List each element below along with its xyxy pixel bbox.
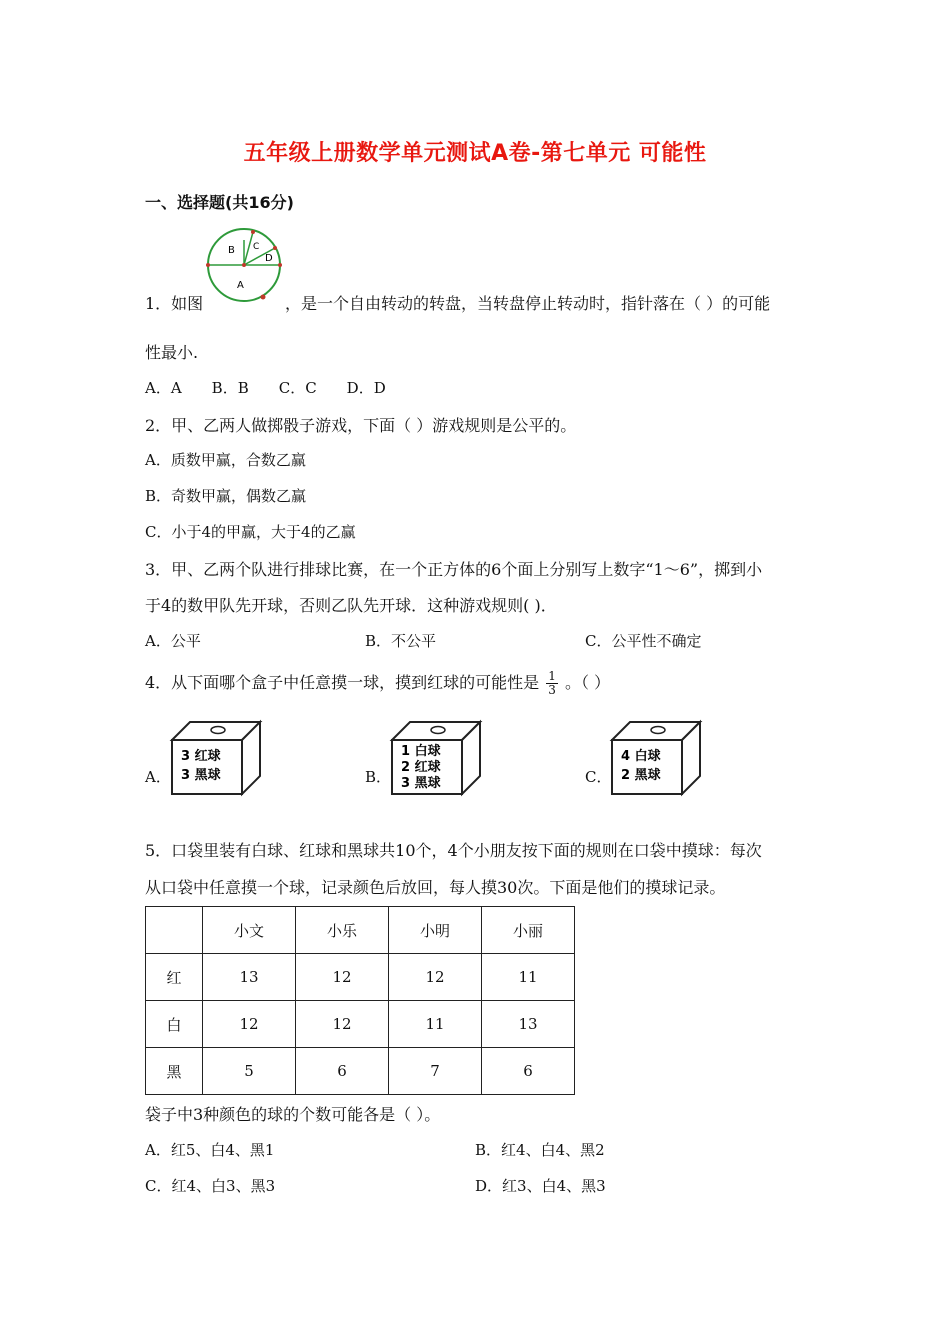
- q5-option-d: D．红3、白4、黑3: [475, 1177, 606, 1195]
- spinner-label-d: D: [265, 253, 273, 264]
- q5-line1: 5．口袋里装有白球、红球和黑球共10个，4个小朋友按下面的规则在口袋中摸球：每次: [145, 841, 762, 860]
- box-c-line2: 2 黑球: [621, 768, 661, 783]
- spinner-label-b: B: [228, 245, 235, 256]
- table-cell: 11: [482, 954, 575, 1001]
- box-b-line2: 2 红球: [401, 760, 441, 775]
- q4-text-before: 4．从下面哪个盒子中任意摸一球，摸到红球的可能性是: [145, 673, 540, 692]
- q4-option-c-label: C．: [585, 768, 612, 786]
- q3-option-c: C．公平性不确定: [585, 632, 702, 650]
- box-a-figure: [168, 718, 264, 798]
- page-title: 五年级上册数学单元测试A卷-第七单元 可能性: [243, 141, 707, 166]
- table-cell: 6: [296, 1048, 389, 1095]
- q4-frac-numerator: 1: [548, 669, 556, 683]
- q5-option-a: A．红5、白4、黑1: [145, 1141, 275, 1159]
- spinner-label-c: C: [253, 242, 260, 252]
- spinner-label-a: A: [237, 280, 244, 291]
- q4-frac-denominator: 3: [548, 683, 556, 697]
- table-cell: 11: [389, 1001, 482, 1048]
- box-c-line1: 4 白球: [621, 749, 661, 764]
- box-a-line1: 3 红球: [181, 749, 221, 764]
- q4-option-a-label: A．: [145, 768, 171, 786]
- table-cell: 7: [389, 1048, 482, 1095]
- table-row: [146, 1001, 575, 1048]
- q3-line1: 3．甲、乙两个队进行排球比赛，在一个正方体的6个面上分别写上数字“1～6”，掷到小: [145, 560, 763, 579]
- table-cell: 白: [146, 1001, 203, 1048]
- q1-suffix: ，是一个自由转动的转盘，当转盘停止转动时，指针落在（ ）的可能: [285, 294, 771, 313]
- table-cell: 12: [296, 1001, 389, 1048]
- table-header-row: [146, 907, 575, 954]
- box-b-figure: [388, 718, 484, 798]
- record-table: [145, 906, 575, 1095]
- table-header-cell: 小乐: [296, 907, 389, 954]
- q5-after: 袋子中3种颜色的球的个数可能各是（ ）。: [145, 1105, 441, 1124]
- table-cell: 红: [146, 954, 203, 1001]
- q2-option-c: C．小于4的甲赢，大于4的乙赢: [145, 523, 356, 541]
- q2-text: 2．甲、乙两人做掷骰子游戏，下面（ ）游戏规则是公平的。: [145, 416, 577, 435]
- box-c-figure: [608, 718, 704, 798]
- table-row: [146, 1048, 575, 1095]
- q4-text: [145, 670, 610, 697]
- box-b-line1: 1 白球: [401, 744, 441, 759]
- table-cell: 12: [296, 954, 389, 1001]
- table-header-cell: [146, 907, 203, 954]
- q1-options: A．A B．B C．C D．D: [145, 379, 386, 397]
- spinner-figure: [203, 226, 287, 304]
- q5-option-c: C．红4、白3、黑3: [145, 1177, 276, 1195]
- q1-prefix: 1．如图: [145, 294, 204, 313]
- q2-option-a: A．质数甲赢，合数乙赢: [145, 451, 306, 469]
- section-heading: 一、选择题(共16分): [145, 193, 294, 212]
- table-cell: 6: [482, 1048, 575, 1095]
- table-row: [146, 954, 575, 1001]
- table-cell: 12: [389, 954, 482, 1001]
- table-header-cell: 小文: [203, 907, 296, 954]
- q4-fraction: [546, 670, 558, 697]
- box-a-line2: 3 黑球: [181, 768, 221, 783]
- q2-option-b: B．奇数甲赢，偶数乙赢: [145, 487, 307, 505]
- q3-option-b: B．不公平: [365, 632, 437, 650]
- q5-option-b: B．红4、白4、黑2: [475, 1141, 605, 1159]
- q3-option-a: A．公平: [145, 632, 201, 650]
- q5-line2: 从口袋中任意摸一个球，记录颜色后放回，每人摸30次。下面是他们的摸球记录。: [145, 878, 726, 897]
- box-b-line3: 3 黑球: [401, 776, 441, 791]
- table-header-cell: 小明: [389, 907, 482, 954]
- q4-option-b-label: B．: [365, 768, 392, 786]
- table-cell: 13: [482, 1001, 575, 1048]
- table-header-cell: 小丽: [482, 907, 575, 954]
- table-cell: 黑: [146, 1048, 203, 1095]
- q3-line2: 于4的数甲队先开球，否则乙队先开球．这种游戏规则( )．: [145, 596, 557, 615]
- table-cell: 13: [203, 954, 296, 1001]
- table-cell: 12: [203, 1001, 296, 1048]
- q1-line2: 性最小.: [145, 343, 199, 362]
- q4-text-after: 。（ ）: [565, 673, 611, 692]
- table-cell: 5: [203, 1048, 296, 1095]
